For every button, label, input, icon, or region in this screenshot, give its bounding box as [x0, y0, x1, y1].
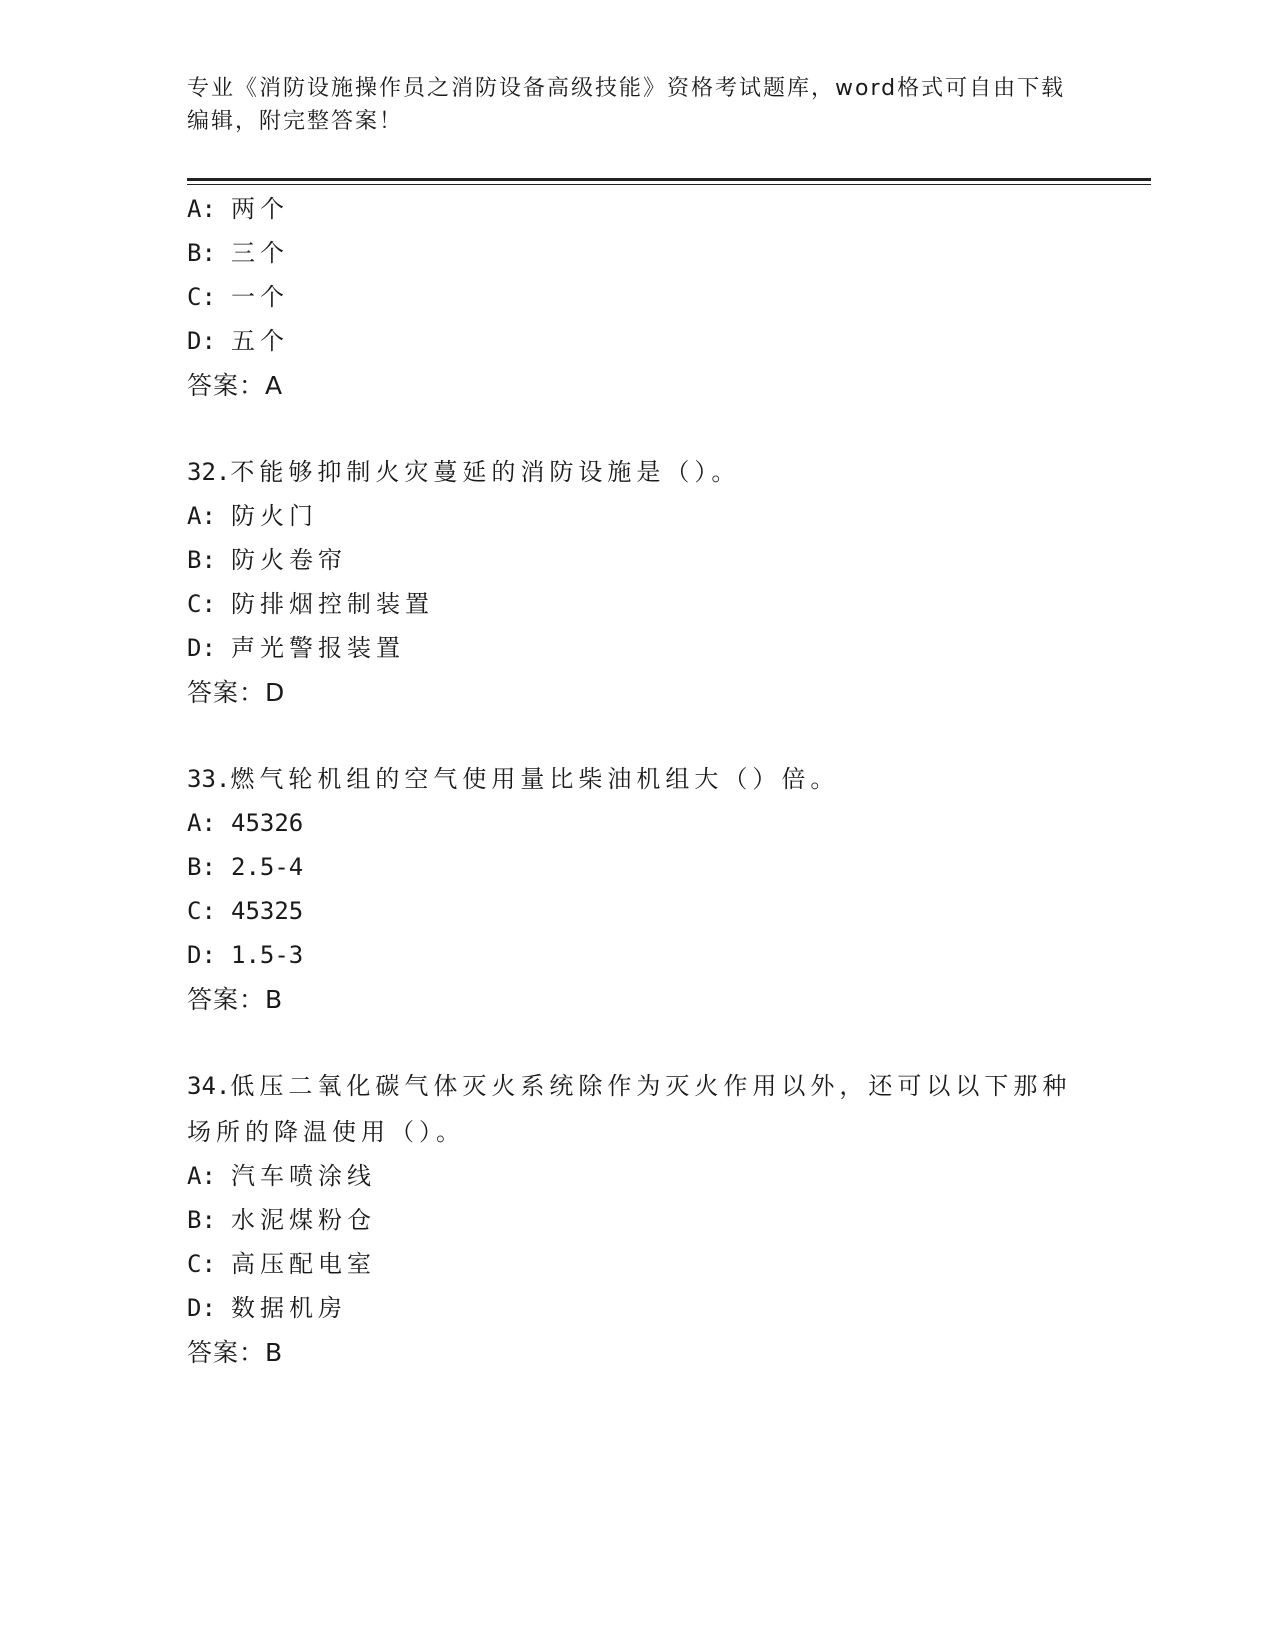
option-label: C:	[187, 897, 216, 925]
option-c	[187, 588, 434, 620]
header-divider-thin	[187, 184, 1151, 185]
option-label: C:	[187, 1250, 216, 1278]
option-label: D:	[187, 634, 216, 662]
option-text: 45326	[231, 809, 304, 837]
option-text: 三个	[231, 239, 289, 267]
question-number: 32.	[187, 458, 231, 486]
question-text: 不能够抑制火灾蔓延的消防设施是（）。	[230, 458, 741, 486]
option-label: A:	[187, 1162, 216, 1190]
option-c	[187, 1248, 376, 1280]
option-d	[187, 939, 303, 971]
option-a	[187, 1160, 376, 1192]
question-text: 燃气轮机组的空气使用量比柴油机组大（）倍。	[230, 765, 840, 793]
option-label: A:	[187, 195, 216, 223]
answer-line: 答案：A	[187, 371, 284, 400]
option-label: B:	[187, 1206, 216, 1234]
option-text: 高压配电室	[231, 1250, 376, 1278]
option-c	[187, 281, 289, 313]
question-text: 低压二氧化碳气体灭火系统除作为灭火作用以外，还可以以下那种场所的降温使用（）。	[187, 1072, 1072, 1146]
option-b	[187, 237, 289, 269]
option-a	[187, 807, 303, 839]
option-label: A:	[187, 809, 216, 837]
answer-line: 答案：B	[187, 985, 284, 1014]
answer-line: 答案：B	[187, 1338, 284, 1367]
answer-line: 答案：D	[187, 678, 286, 707]
question-number: 33.	[187, 765, 231, 793]
question-number: 34.	[187, 1072, 231, 1100]
option-label: D:	[187, 941, 216, 969]
option-d	[187, 632, 405, 664]
option-text: 五个	[231, 327, 289, 355]
option-label: B:	[187, 853, 216, 881]
option-c	[187, 895, 303, 927]
option-text: 45325	[231, 897, 304, 925]
option-label: B:	[187, 239, 216, 267]
option-a	[187, 500, 318, 532]
option-text: 防火门	[231, 502, 318, 530]
option-text: 数据机房	[231, 1294, 347, 1322]
option-d	[187, 325, 289, 357]
option-text: 防排烟控制装置	[231, 590, 434, 618]
option-text: 2.5-4	[231, 853, 304, 881]
header-divider-thick	[187, 178, 1151, 181]
option-text: 1.5-3	[231, 941, 304, 969]
option-text: 一个	[231, 283, 289, 311]
option-label: D:	[187, 327, 216, 355]
option-label: B:	[187, 546, 216, 574]
option-text: 声光警报装置	[231, 634, 405, 662]
option-label: A:	[187, 502, 216, 530]
question-33	[187, 763, 839, 795]
option-b	[187, 544, 347, 576]
option-d	[187, 1292, 347, 1324]
option-text: 水泥煤粉仓	[231, 1206, 376, 1234]
option-label: D:	[187, 1294, 216, 1322]
option-label: C:	[187, 283, 216, 311]
option-label: C:	[187, 590, 216, 618]
option-a	[187, 193, 289, 225]
option-text: 防火卷帘	[231, 546, 347, 574]
option-b	[187, 1204, 376, 1236]
option-text: 汽车喷涂线	[231, 1162, 376, 1190]
option-text: 两个	[231, 195, 289, 223]
question-34	[187, 1063, 1087, 1155]
document-header: 专业《消防设施操作员之消防设备高级技能》资格考试题库，word格式可自由下载编辑，附完整答案！	[187, 76, 1066, 134]
question-32	[187, 456, 740, 488]
option-b	[187, 851, 303, 883]
